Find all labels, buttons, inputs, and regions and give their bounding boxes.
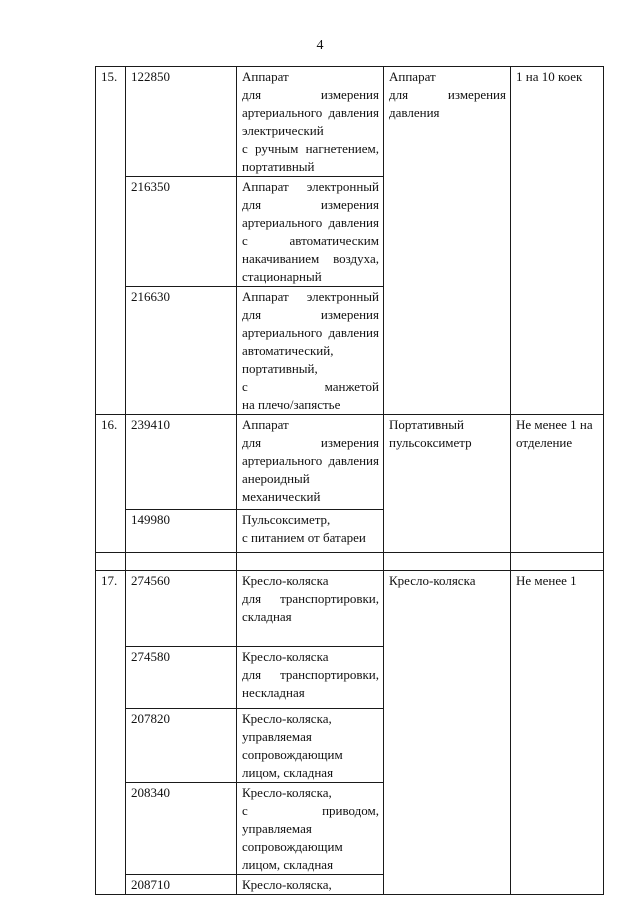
name-line: с питанием от батареи xyxy=(242,530,366,545)
name-line: для измерения xyxy=(242,87,379,102)
item-name xyxy=(237,67,384,177)
name-line: нескладная xyxy=(242,685,305,700)
item-code: 208340 xyxy=(126,783,237,875)
equipment-type xyxy=(384,67,511,415)
item-name xyxy=(237,415,384,510)
item-code: 149980 xyxy=(126,510,237,553)
name-line: Кресло-коляска, xyxy=(242,785,332,800)
item-name xyxy=(237,287,384,415)
name-line: для измерения xyxy=(242,307,379,322)
type-line: Аппарат xyxy=(389,69,436,84)
gap-cell xyxy=(237,553,384,571)
equipment-type xyxy=(384,571,511,895)
name-line: управляемая xyxy=(242,729,312,744)
quantity: Не менее 1 на отделение xyxy=(511,415,604,553)
gap-cell xyxy=(511,553,604,571)
name-line: для транспортировки, xyxy=(242,667,379,682)
name-line: Аппарат электронный xyxy=(242,289,379,304)
name-line: артериального давления xyxy=(242,215,379,230)
name-line: Аппарат xyxy=(242,417,289,432)
name-line: портативный, xyxy=(242,361,318,376)
name-line: электрический xyxy=(242,123,324,138)
name-line: лицом, складная xyxy=(242,857,334,872)
name-line: артериального давления xyxy=(242,453,379,468)
name-line: лицом, складная xyxy=(242,765,334,780)
item-code: 216630 xyxy=(126,287,237,415)
type-line: давления xyxy=(389,105,440,120)
name-line: складная xyxy=(242,609,292,624)
quantity: Не менее 1 xyxy=(511,571,604,895)
table-row xyxy=(96,415,604,510)
name-line: механический xyxy=(242,489,321,504)
row-gap xyxy=(96,553,604,571)
item-code: 239410 xyxy=(126,415,237,510)
name-line: для измерения xyxy=(242,197,379,212)
name-line: Кресло-коляска, xyxy=(242,711,332,726)
item-name xyxy=(237,875,384,895)
name-line: сопровождающим xyxy=(242,839,343,854)
type-line: Кресло-коляска xyxy=(389,573,476,588)
name-line: артериального давления xyxy=(242,325,379,340)
name-line: стационарный xyxy=(242,269,322,284)
item-code: 208710 xyxy=(126,875,237,895)
equipment-type xyxy=(384,415,511,553)
name-line: автоматический, xyxy=(242,343,334,358)
gap-cell xyxy=(126,553,237,571)
item-code: 207820 xyxy=(126,709,237,783)
name-line: анероидный xyxy=(242,471,310,486)
item-code: 216350 xyxy=(126,177,237,287)
name-line: с манжетой xyxy=(242,379,379,394)
row-number: 16. xyxy=(96,415,126,553)
name-line: с ручным нагнетением, xyxy=(242,141,379,156)
item-code: 122850 xyxy=(126,67,237,177)
name-line: с автоматическим xyxy=(242,233,379,248)
item-name xyxy=(237,510,384,553)
item-name xyxy=(237,647,384,709)
name-line: Кресло-коляска, xyxy=(242,877,332,892)
name-line: Кресло-коляска xyxy=(242,573,329,588)
name-line: сопровождающим xyxy=(242,747,343,762)
item-name xyxy=(237,709,384,783)
row-number: 15. xyxy=(96,67,126,415)
item-code: 274560 xyxy=(126,571,237,647)
name-line: Аппарат xyxy=(242,69,289,84)
type-line: для измерения xyxy=(389,87,506,102)
name-line: для измерения xyxy=(242,435,379,450)
name-line: портативный xyxy=(242,159,315,174)
table-row xyxy=(96,67,604,177)
name-line: Пульсоксиметр, xyxy=(242,512,331,527)
name-line: Кресло-коляска xyxy=(242,649,329,664)
row-number: 17. xyxy=(96,571,126,895)
type-line: Портативный xyxy=(389,417,464,432)
quantity: 1 на 10 коек xyxy=(511,67,604,415)
gap-cell xyxy=(96,553,126,571)
item-name xyxy=(237,783,384,875)
name-line: артериального давления xyxy=(242,105,379,120)
page-number: 4 xyxy=(316,38,324,53)
name-line: на плечо/запястье xyxy=(242,397,341,412)
item-name xyxy=(237,177,384,287)
equipment-table xyxy=(95,66,604,895)
table-row xyxy=(96,571,604,647)
gap-cell xyxy=(384,553,511,571)
type-line: пульсоксиметр xyxy=(389,435,472,450)
name-line: накачиванием воздуха, xyxy=(242,251,379,266)
item-code: 274580 xyxy=(126,647,237,709)
item-name xyxy=(237,571,384,647)
name-line: Аппарат электронный xyxy=(242,179,379,194)
name-line: с приводом, управляемая xyxy=(242,803,379,836)
name-line: для транспортировки, xyxy=(242,591,379,606)
